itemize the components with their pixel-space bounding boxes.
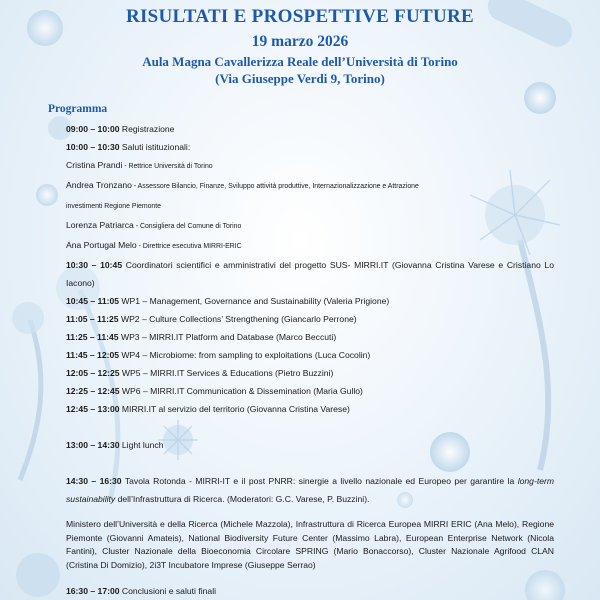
program-list [66,120,554,600]
speaker-row [66,196,554,216]
item-time: 14:30 – 16:30 [66,476,122,486]
speaker-role: - Rettrice Università di Torino [122,163,213,170]
roundtable-participants: Ministero dell’Università e della Ricerca (Michele Mazzola), Infrastruttura di Ricerca Europea MIRRI ERIC (Ana Melo), Regione Piemonte (Giovanni Amateis), National Biodiversity Future Center (Massimo Labra), European Enterprise Network (Nicola Fantini), Cluster Nazionale della Bioeconomia Circolare SPRING (Mario Bonaccorso), Cluster Nazionale Agrifood CLAN (Cristina Di Domizio), 2i3T Incubatore Imprese (Giuseppe Serrao) [66,519,554,570]
item-text: WP4 – Microbiome: from sampling to exploitations (Luca Cocolin) [119,350,371,360]
item-time: 13:00 – 14:30 [66,440,120,450]
speaker-name: Lorenza Patriarca [66,220,134,230]
spacer [66,508,554,518]
item-text: Saluti istituzionali: [121,142,191,152]
event-venue [0,53,600,87]
item-time: 16:30 – 17:00 [66,586,120,596]
event-date: 19 marzo 2026 [251,33,349,50]
spacer [66,572,554,582]
item-text: MIRRI.IT al servizio del territorio (Giovanna Cristina Varese) [119,404,350,414]
speaker-role: - Assessore Bilancio, Finanze, Sviluppo attività produttive, Internazionalizzazione e Attrazione [131,183,419,190]
program-item-lunch [66,436,554,454]
speaker-name: Cristina Prandi [66,160,123,170]
speaker-role: - Direttrice esecutiva MIRRI-ERIC [136,243,242,250]
program-item-roundtable [66,472,554,508]
program-item-greetings [66,138,554,156]
item-text: WP3 – MIRRI.IT Platform and Database (Marco Beccuti) [118,332,337,342]
item-time: 12:45 – 13:00 [66,404,120,414]
item-time: 10:30 – 10:45 [66,260,123,270]
speaker-row [66,176,554,196]
program-item-session [66,328,554,346]
program-item-coordinators [66,256,554,292]
item-time: 10:00 – 10:30 [66,142,120,152]
program-item-session [66,292,554,310]
item-text: WP6 – MIRRI.IT Communication & Dissemination (Maria Gullo) [119,386,363,396]
item-text-italic: long-term sustainability [66,476,555,504]
item-text: Coordinatori scientifici e amministrativi del progetto SUS- MIRRI.IT (Giovanna Cristina Varese e Cristiano Lo Iacono) [66,260,554,288]
venue-name: Aula Magna Cavallerizza Reale dell’Università di Torino [142,54,458,69]
speaker-name: Ana Portugal Melo [66,240,137,250]
item-time: 12:05 – 12:25 [66,368,120,378]
item-text: dell’Infrastruttura di Ricerca. (Moderatori: G.C. Varese, P. Buzzini). [115,494,370,504]
item-time: 11:25 – 11:45 [66,332,119,342]
program-item-session [66,346,554,364]
spacer [66,418,554,436]
program-item-session [66,310,554,328]
speaker-name: Andrea Tronzano [66,180,132,190]
speaker-role: investimenti Regione Piemonte [66,203,161,210]
program-item-session [66,400,554,418]
program-item-closing [66,582,554,600]
speaker-row [66,236,554,256]
item-time: 12:25 – 12:45 [66,386,120,396]
item-text: Registrazione [121,124,175,134]
speaker-row [66,156,554,176]
venue-address: (Via Giuseppe Verdi 9, Torino) [215,71,385,86]
item-text: WP1 – Management, Governance and Sustainability (Valeria Prigione) [119,296,390,306]
program-item-session [66,364,554,382]
program-item-session [66,382,554,400]
item-time: 09:00 – 10:00 [66,124,120,134]
program-heading: Programma [48,103,108,115]
item-text: Light lunch [119,440,164,450]
spacer [66,454,554,472]
speaker-row [66,216,554,236]
item-time: 11:45 – 12:05 [66,350,120,360]
speaker-role: - Consigliera del Comune di Torino [133,223,242,230]
item-text: WP5 – MIRRI.IT Services & Educations (Pietro Buzzini) [119,368,334,378]
item-time: 10:45 – 11:05 [66,296,120,306]
item-text: WP2 – Culture Collections’ Strengthening (Giancarlo Perrone) [118,314,357,324]
event-title: RISULTATI E PROSPETTIVE FUTURE [125,6,475,27]
program-item-registration [66,120,554,138]
item-text: Conclusioni e saluti finali [119,586,217,596]
item-time: 11:05 – 11:25 [66,314,119,324]
item-text: Tavola Rotonda - MIRRI-IT e il post PNRR: sinergie a livello nazionale ed Europeo per garantire la [121,476,515,486]
